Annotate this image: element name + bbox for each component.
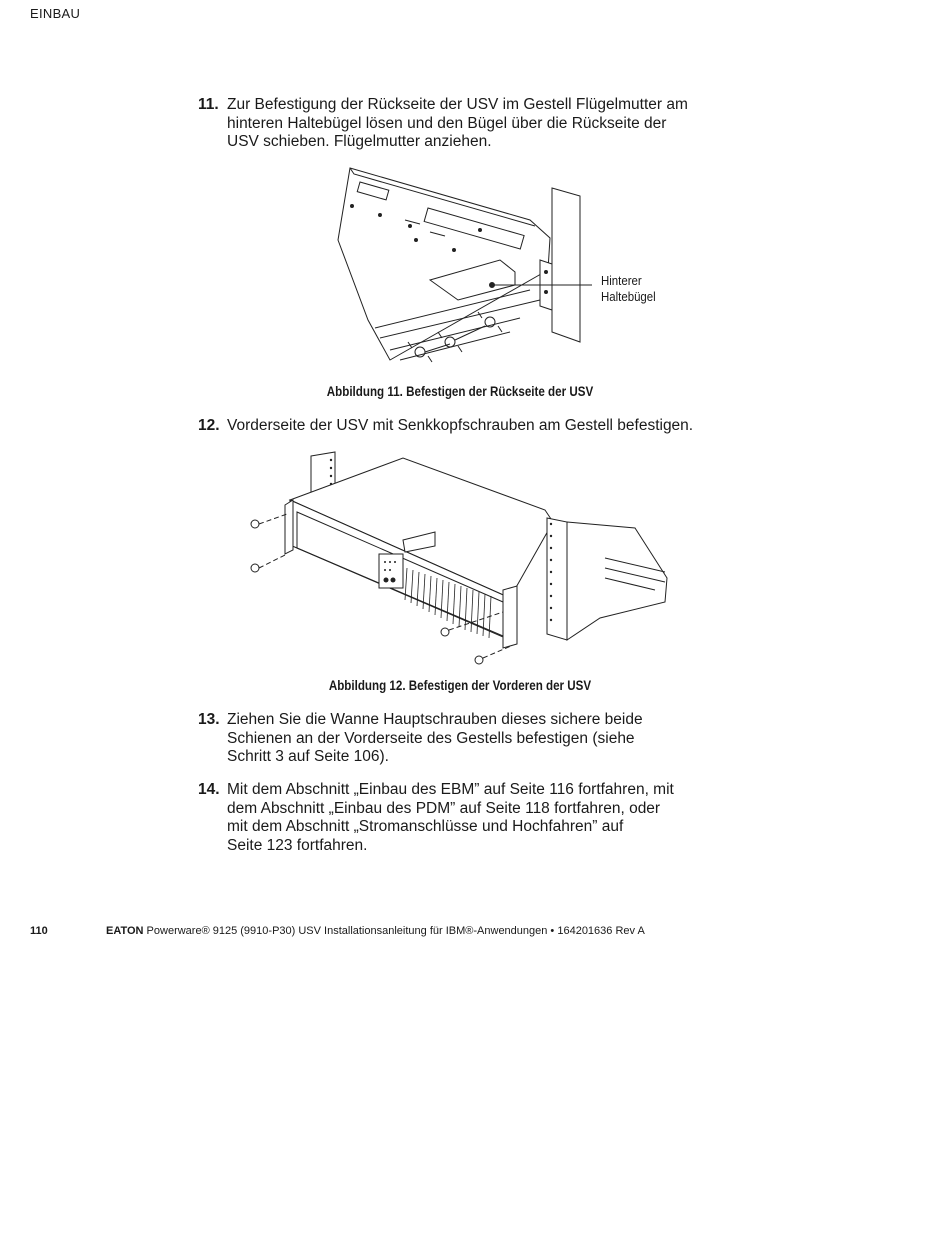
step-number: 11.	[198, 96, 219, 113]
step-number: 14.	[198, 781, 220, 798]
figure-12-caption: Abbildung 12. Befestigen der Vorderen der USV	[328, 678, 592, 693]
brand-name: EATON	[106, 925, 144, 937]
figure-11-rear-bracket-illustration	[330, 160, 690, 375]
step-text: Zur Befestigung der Rückseite der USV im Gestell Flügelmutter am hinteren Haltebügel lösen und den Bügel über die Rückseite der USV schieben. Flügelmutter anziehen.	[227, 96, 688, 150]
figure-12-front-mounting-illustration	[245, 450, 675, 670]
page-header-section: EINBAU	[30, 6, 81, 21]
document-title	[106, 925, 645, 937]
page-number: 110	[30, 925, 48, 937]
callout-rear-bracket-label: Hinterer Haltebügel	[601, 273, 656, 304]
document-title-text: Powerware® 9125 (9910-P30) USV Installationsanleitung für IBM®-Anwendungen • 164201636 Rev A	[143, 925, 645, 937]
step-number: 13.	[198, 711, 220, 728]
step-number: 12.	[198, 417, 220, 434]
step-text: Mit dem Abschnitt „Einbau des EBM” auf Seite 116 fortfahren, mit dem Abschnitt „Einbau des PDM” auf Seite 118 fortfahren, oder mit dem Abschnitt „Stromanschlüsse und Hochfahren” auf Seite 123 fortfahren.	[227, 781, 674, 854]
step-text: Vorderseite der USV mit Senkkopfschrauben am Gestell befestigen.	[227, 417, 694, 434]
figure-11-caption: Abbildung 11. Befestigen der Rückseite der USV	[326, 384, 594, 399]
step-text: Ziehen Sie die Wanne Hauptschrauben dieses sichere beide Schienen an der Vorderseite des Gestells befestigen (siehe Schritt 3 auf Seite 106).	[227, 711, 643, 765]
